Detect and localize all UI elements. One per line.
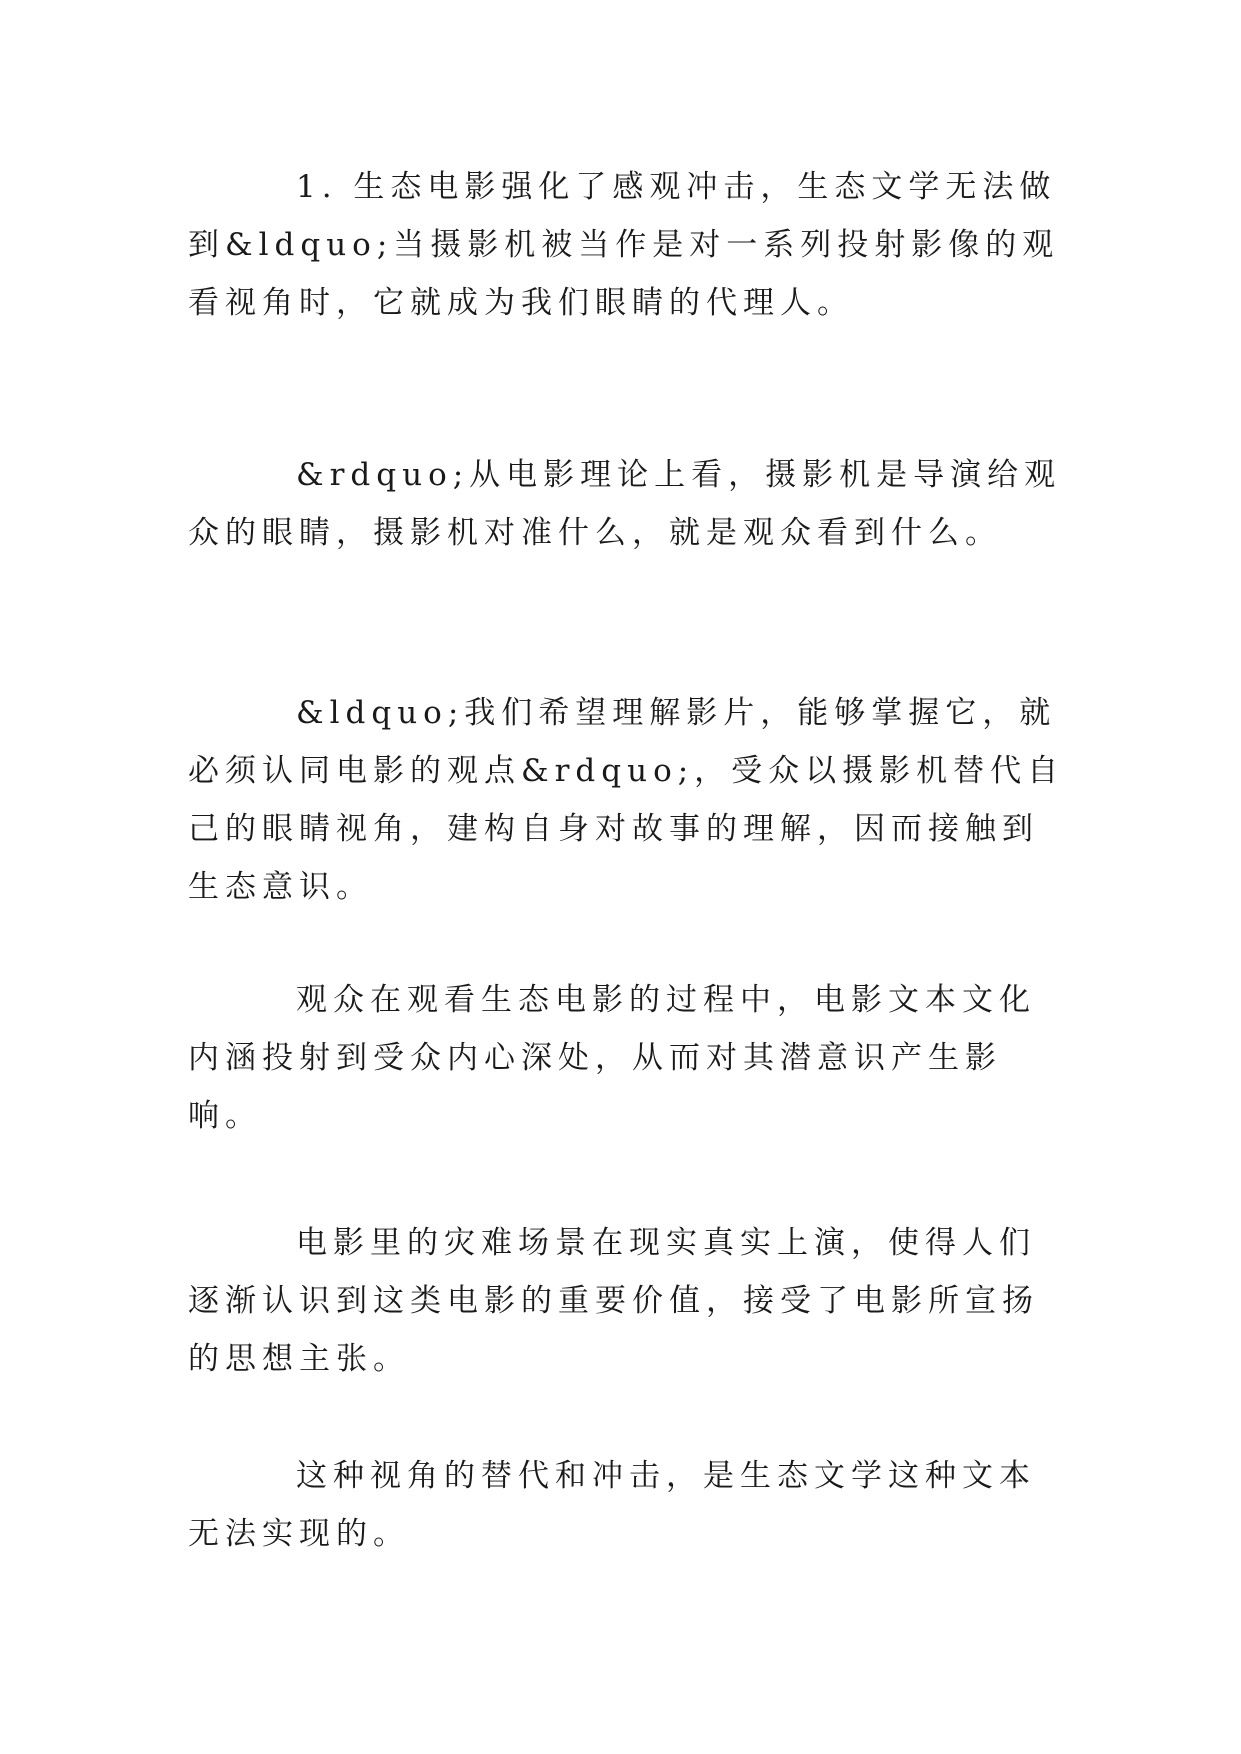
paragraph-2: &rdquo;从电影理论上看，摄影机是导演给观众的眼睛，摄影机对准什么，就是观众看到什么。 [188,457,1062,551]
paragraph-5: 电影里的灾难场景在现实真实上演，使得人们逐渐认识到这类电影的重要价值，接受了电影所宣扬的思想主张。 [188,1225,1039,1377]
paragraph-1: 1. 生态电影强化了感观冲击，生态文学无法做到&ldquo;当摄影机被当作是对一系列投射影像的观看视角时，它就成为我们眼睛的代理人。 [188,169,1060,321]
paragraph-6: 这种视角的替代和冲击，是生态文学这种文本无法实现的。 [188,1458,1036,1552]
paragraph-3: &ldquo;我们希望理解影片，能够掌握它，就必须认同电影的观点&rdquo;，受众以摄影机替代自己的眼睛视角，建构自身对故事的理解，因而接触到生态意识。 [188,695,1065,905]
paragraph-4: 观众在观看生态电影的过程中，电影文本文化内涵投射到受众内心深处，从而对其潜意识产生影响。 [188,982,1036,1134]
